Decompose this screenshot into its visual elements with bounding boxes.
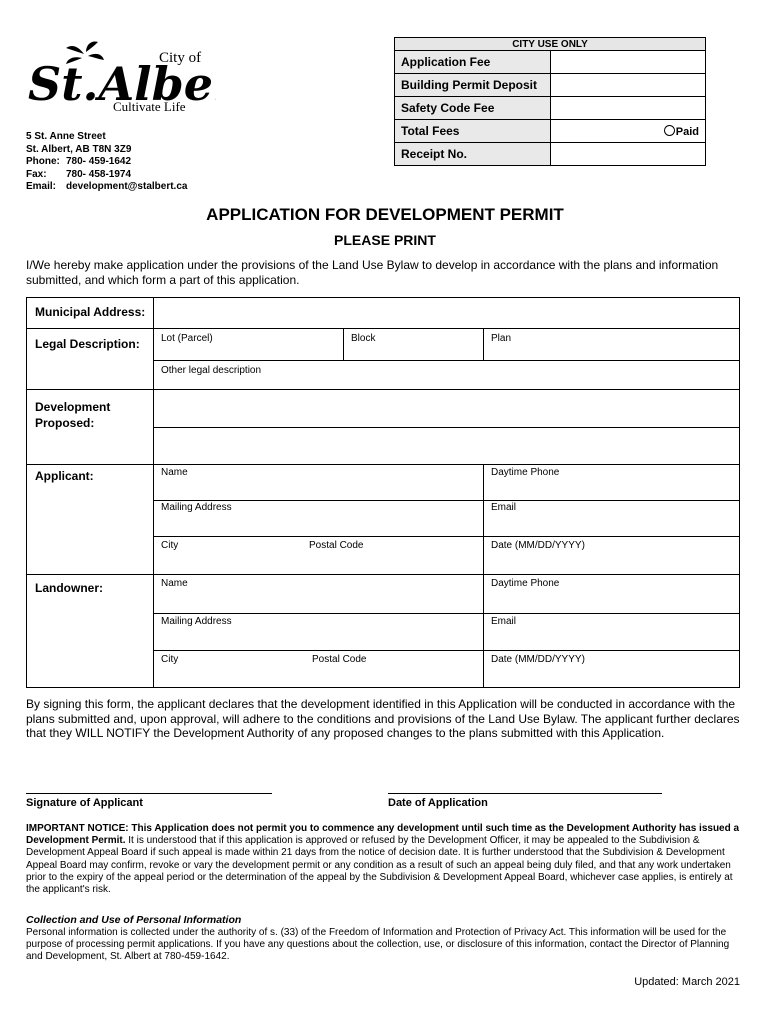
updated-date: Updated: March 2021 bbox=[634, 976, 740, 988]
total-fees-label: Total Fees bbox=[395, 120, 551, 143]
fax-number: 780- 458-1974 bbox=[66, 168, 132, 180]
logo-tagline: Cultivate Life bbox=[113, 99, 186, 114]
page-subtitle: PLEASE PRINT bbox=[334, 232, 436, 248]
collection-heading: Collection and Use of Personal Information bbox=[26, 914, 242, 926]
logo-city-of: City of bbox=[159, 50, 202, 66]
legal-description-label: Legal Description: bbox=[35, 337, 140, 351]
application-fee-label: Application Fee bbox=[395, 51, 551, 74]
st-albert-logo bbox=[26, 40, 216, 120]
street-address: 5 St. Anne Street bbox=[26, 131, 106, 142]
lot-field[interactable]: Lot (Parcel) bbox=[161, 333, 213, 344]
safety-code-fee-label: Safety Code Fee bbox=[395, 97, 551, 120]
building-permit-deposit-label: Building Permit Deposit bbox=[395, 74, 551, 97]
paid-option[interactable]: Paid bbox=[664, 125, 699, 138]
landowner-label: Landowner: bbox=[35, 581, 103, 595]
total-fees-field[interactable] bbox=[551, 120, 706, 143]
landowner-date-field[interactable]: Date (MM/DD/YYYY) bbox=[491, 654, 585, 665]
collection-text: Personal information is collected under the authority of s. (33) of the Freedom of Information and Protection of Privacy Act. This information will be used for the purpose of processing permit applications. If you have any questions about the collection, use, or disclosure of this information, contact the Director of Planning and Development, St. Albert at 780-459-1642. bbox=[26, 927, 730, 963]
development-proposed-field-2[interactable] bbox=[157, 430, 735, 462]
city-use-only-table bbox=[394, 37, 706, 166]
applicant-name-field[interactable]: Name bbox=[161, 467, 188, 478]
page-title: APPLICATION FOR DEVELOPMENT PERMIT bbox=[206, 205, 564, 224]
email-address: development@stalbert.ca bbox=[66, 181, 188, 192]
landowner-phone-field[interactable]: Daytime Phone bbox=[491, 578, 560, 589]
signature-line[interactable] bbox=[26, 793, 272, 794]
building-permit-deposit-field[interactable] bbox=[551, 74, 706, 97]
development-proposed-field-1[interactable] bbox=[157, 392, 735, 425]
applicant-phone-field[interactable]: Daytime Phone bbox=[491, 467, 560, 478]
applicant-postal-code-field[interactable]: Postal Code bbox=[309, 540, 364, 551]
important-notice-body: It is understood that if this application is approved or refused by the Development Officer, it may be appealed to the Subdivision & Development Appeal Board if such appeal is made within 21 days from the notice of decision date. It is further understood that the Subdivision & Development Appeal Board may confirm, revoke or vary the development permit or any condition as a result of such an appeal being duly filed, and that any work undertaken prior to the expiry of the appeal period or the determination of the appeal by the Subdivision & Development Appeal Board, whichever case applies, is entirely at the applicant's risk. bbox=[26, 835, 733, 896]
applicant-date-field[interactable]: Date (MM/DD/YYYY) bbox=[491, 540, 585, 551]
important-notice-heading: IMPORTANT NOTICE: This Application does not permit you to commence any development until such time as the Development Authority has issued a Development Permit. bbox=[26, 823, 740, 847]
signature-label: Signature of Applicant bbox=[26, 797, 143, 809]
other-legal-description-field[interactable]: Other legal description bbox=[161, 365, 262, 376]
applicant-mailing-address-field[interactable]: Mailing Address bbox=[161, 502, 232, 513]
block-field[interactable]: Block bbox=[351, 333, 376, 344]
applicant-label: Applicant: bbox=[35, 469, 94, 483]
landowner-city-field[interactable]: City bbox=[161, 654, 179, 665]
receipt-no-label: Receipt No. bbox=[395, 143, 551, 166]
municipal-address-label: Municipal Address: bbox=[35, 305, 146, 319]
svg-text:St.Albert: St.Albe bbox=[28, 57, 214, 111]
safety-code-fee-field[interactable] bbox=[551, 97, 706, 120]
landowner-postal-code-field[interactable]: Postal Code bbox=[312, 654, 367, 665]
phone-row: Phone: 780- 459-1642 bbox=[26, 156, 132, 167]
application-fee-field[interactable] bbox=[551, 51, 706, 74]
receipt-no-field[interactable] bbox=[551, 143, 706, 166]
application-form bbox=[26, 297, 740, 688]
date-of-application-label: Date of Application bbox=[388, 797, 488, 809]
declaration-text: By signing this form, the applicant declares that the development identified in this Application will be conducted in accordance with the plans submitted and, upon approval, will adhere to the conditions and provisions of the Land Use Bylaw. The applicant further declares that they WILL NOTIFY the Development Authority of any proposed changes to the plans submitted with this Application. bbox=[26, 697, 740, 741]
landowner-name-field[interactable]: Name bbox=[161, 578, 188, 589]
important-notice bbox=[26, 823, 740, 896]
applicant-city-field[interactable]: City bbox=[161, 540, 179, 551]
fax-row: Fax: 780- 458-1974 bbox=[26, 168, 132, 180]
municipal-address-field[interactable] bbox=[157, 301, 735, 326]
development-proposed-label: Development Proposed: bbox=[35, 400, 111, 430]
intro-text: I/We hereby make application under the provisions of the Land Use Bylaw to develop in accordance with the plans and information submitted, and which form a part of this application. bbox=[26, 258, 719, 287]
applicant-email-field[interactable]: Email bbox=[491, 502, 517, 513]
landowner-mailing-address-field[interactable]: Mailing Address bbox=[161, 616, 232, 627]
landowner-email-field[interactable]: Email bbox=[491, 616, 517, 627]
contact-block bbox=[26, 131, 187, 194]
city-use-header: CITY USE ONLY bbox=[395, 38, 706, 51]
paid-radio-icon[interactable] bbox=[664, 125, 675, 136]
phone-number: 780- 459-1642 bbox=[66, 156, 132, 167]
plan-field[interactable]: Plan bbox=[491, 333, 512, 344]
date-line[interactable] bbox=[388, 793, 662, 794]
city-postal: St. Albert, AB T8N 3Z9 bbox=[26, 143, 132, 155]
email-row: Email: development@stalbert.ca bbox=[26, 181, 188, 192]
